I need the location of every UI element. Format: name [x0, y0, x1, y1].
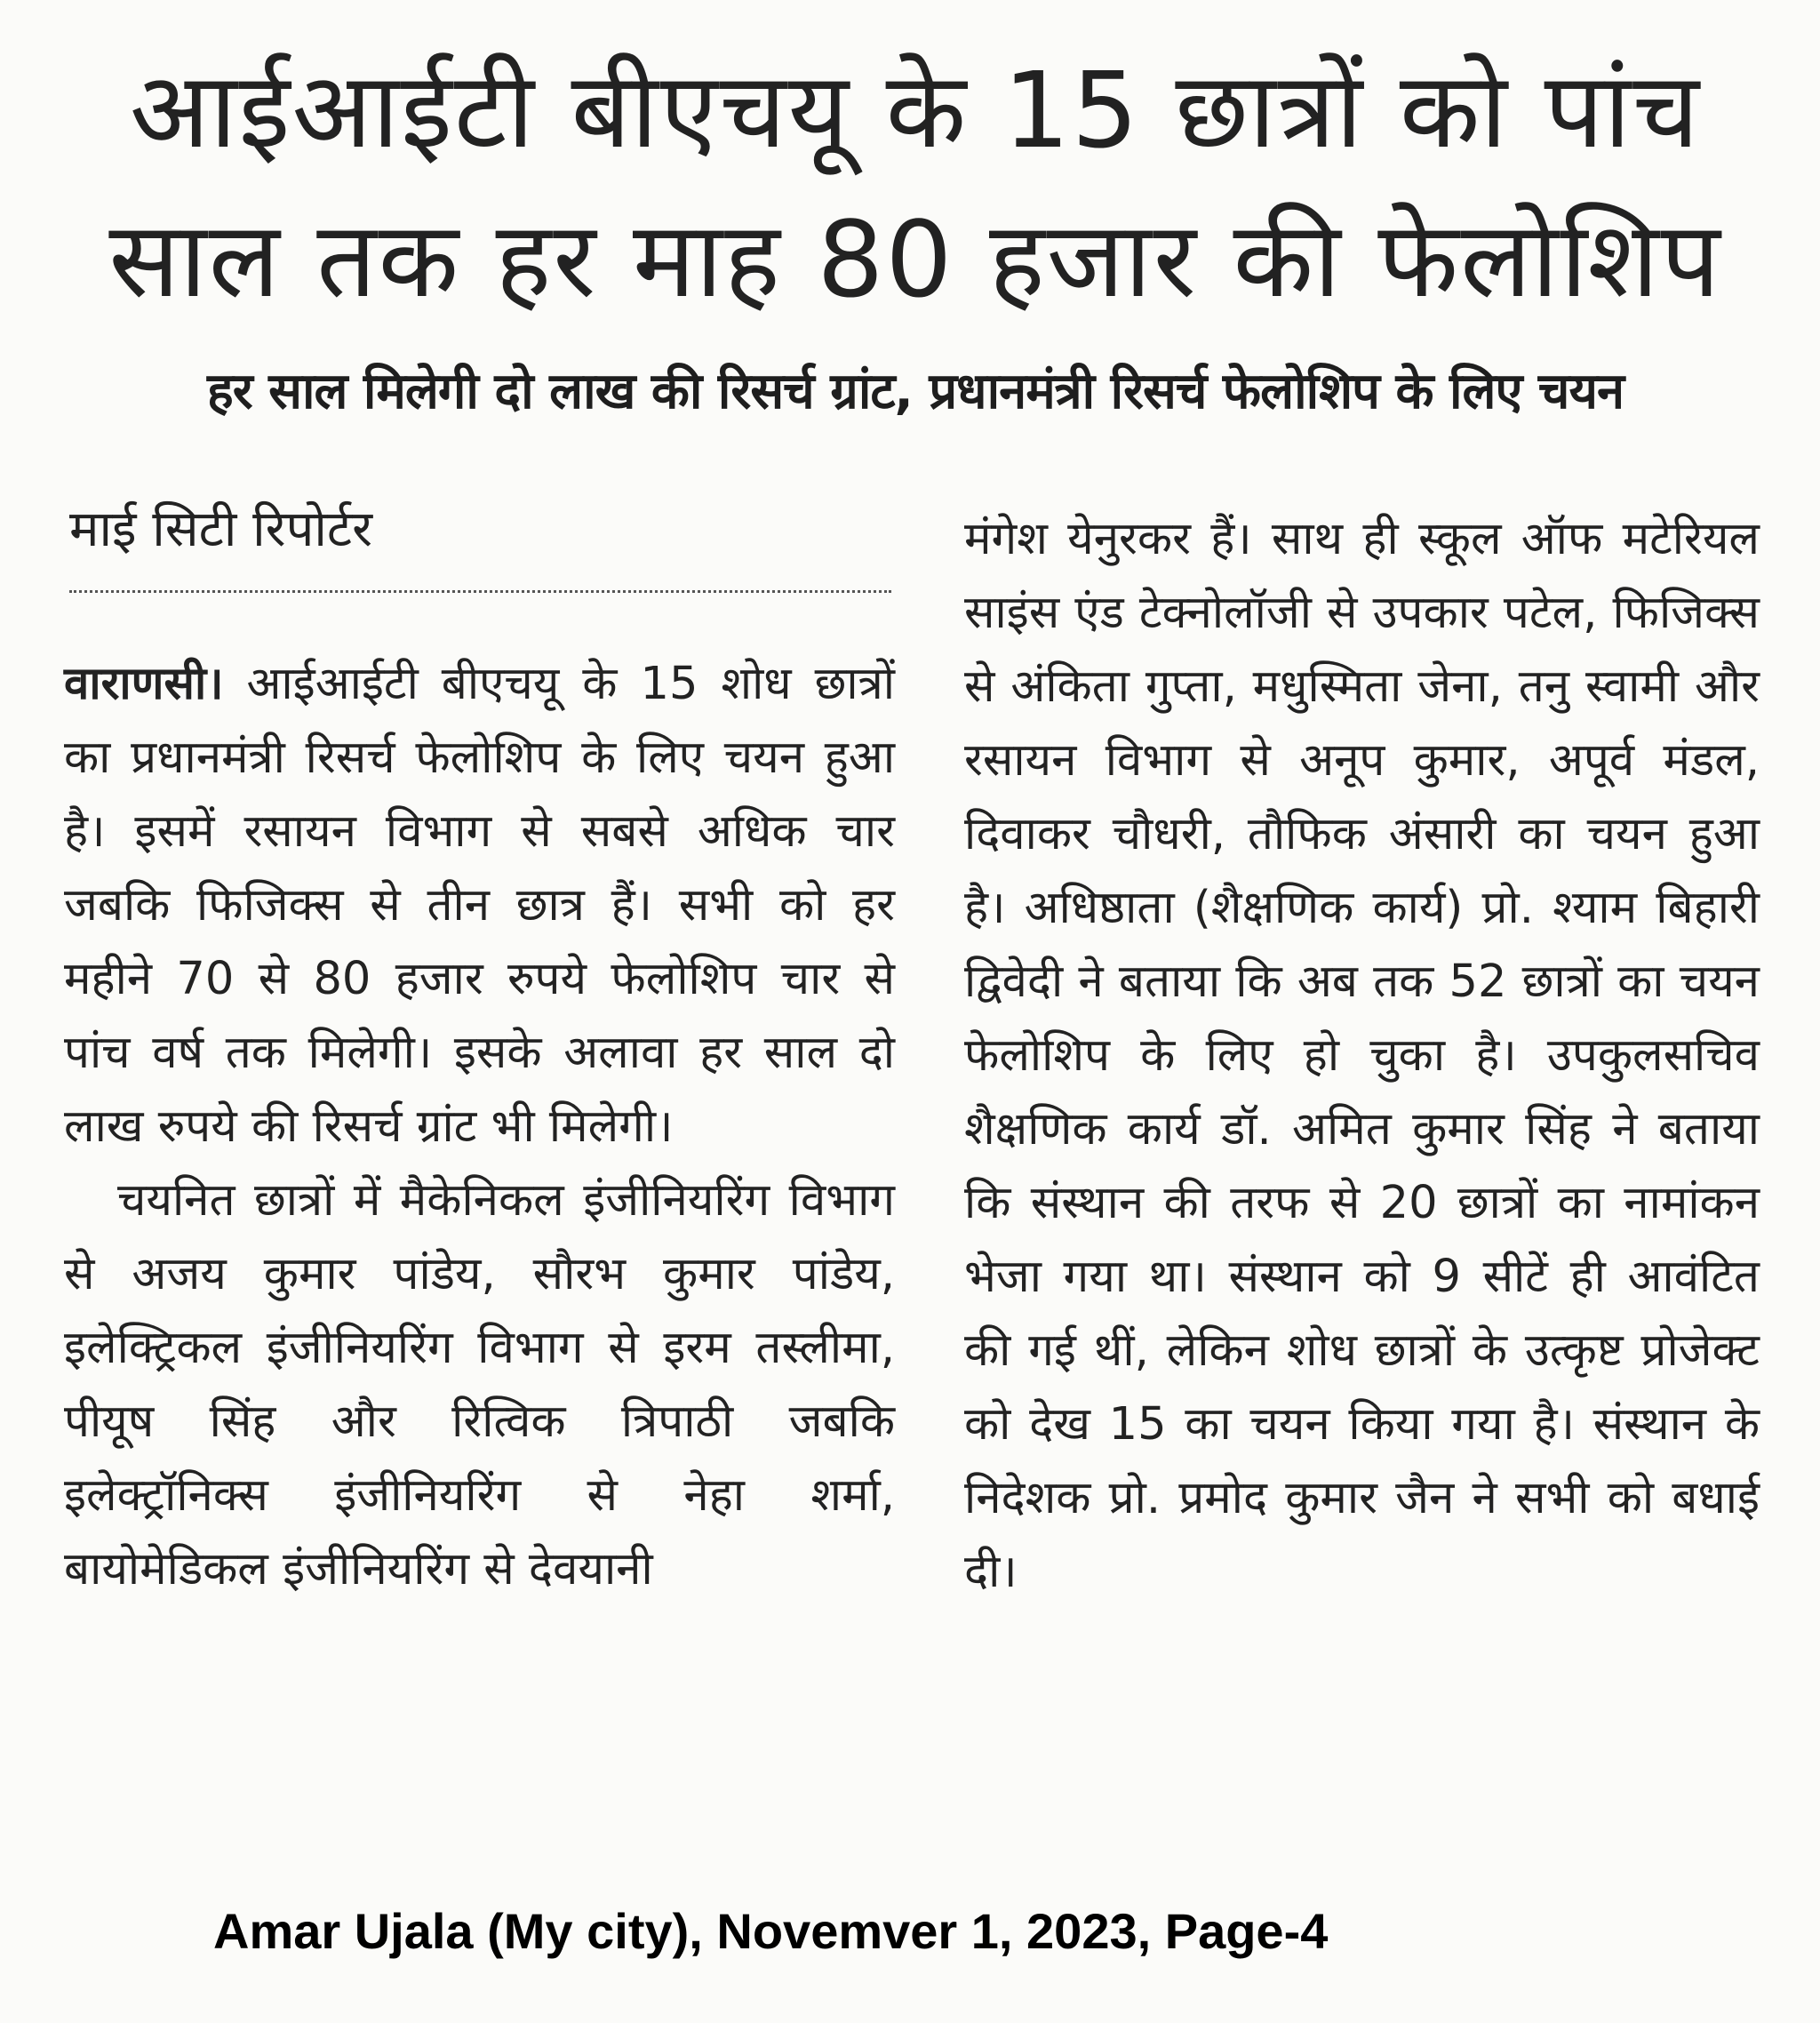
- byline: माई सिटी रिपोर्टर: [69, 500, 373, 558]
- article-paragraph-1-text: आईआईटी बीएचयू के 15 शोध छात्रों का प्रधानमंत्री रिसर्च फेलोशिप के लिए चयन हुआ है। इसमें रसायन विभाग से सबसे अधिक चार जबकि फिजिक्स से तीन छात्र हैं। सभी को हर महीने 70 से 80 हजार रुपये फेलोशिप चार से पांच वर्ष तक मिलेगी। इसके अलावा हर साल दो लाख रुपये की रिसर्च ग्रांट भी मिलेगी।: [64, 658, 895, 1153]
- article-paragraph-1: [64, 647, 895, 1163]
- article-paragraph-3: मंगेश येनुरकर हैं। साथ ही स्कूल ऑफ मटेरियल साइंस एंड टेक्नोलॉजी से उपकार पटेल, फिजिक्स से अंकिता गुप्ता, मधुस्मिता जेना, तनु स्वामी और रसायन विभाग से अनूप कुमार, अपूर्व मंडल, दिवाकर चौधरी, तौफिक अंसारी का चयन हुआ है। अधिष्ठाता (शैक्षणिक कार्य) प्रो. श्याम बिहारी द्विवेदी ने बताया कि अब तक 52 छात्रों का चयन फेलोशिप के लिए हो चुका है। उपकुलसचिव शैक्षणिक कार्य डॉ. अमित कुमार सिंह ने बताया कि संस्थान की तरफ से 20 छात्रों का नामांकन भेजा गया था। संस्थान को 9 सीटें ही आवंटित की गई थीं, लेकिन शोध छात्रों के उत्कृष्ट प्रोजेक्ट को देख 15 का चयन किया गया है। संस्थान के निदेशक प्रो. प्रमोद कुमार जैन ने सभी को बधाई दी।: [964, 513, 1760, 1598]
- source-citation: Amar Ujala (My city), Novemver 1, 2023, Page-4: [213, 1903, 1329, 1959]
- byline-divider: [69, 590, 891, 593]
- article-paragraph-2: चयनित छात्रों में मैकेनिकल इंजीनियरिंग विभाग से अजय कुमार पांडेय, सौरभ कुमार पांडेय, इलेक्ट्रिकल इंजीनियरिंग विभाग से इरम तस्लीमा, पीयूष सिंह और रित्विक त्रिपाठी जबकि इलेक्ट्रॉनिक्स इंजीनियरिंग से नेहा शर्मा, बायोमेडिकल इंजीनियरिंग से देवयानी: [64, 1174, 895, 1595]
- headline-line-1: आईआईटी बीएचयू के 15 छात्रों को पांच: [129, 49, 1702, 172]
- subheadline: हर साल मिलेगी दो लाख की रिसर्च ग्रांट, प्रधानमंत्री रिसर्च फेलोशिप के लिए चयन: [206, 363, 1624, 420]
- headline: [71, 36, 1760, 334]
- article-column-1: [64, 647, 895, 1606]
- article-column-2: [964, 502, 1760, 1609]
- headline-line-2: साल तक हर माह 80 हजार की फेलोशिप: [108, 198, 1722, 321]
- dateline: वाराणसी।: [64, 658, 224, 710]
